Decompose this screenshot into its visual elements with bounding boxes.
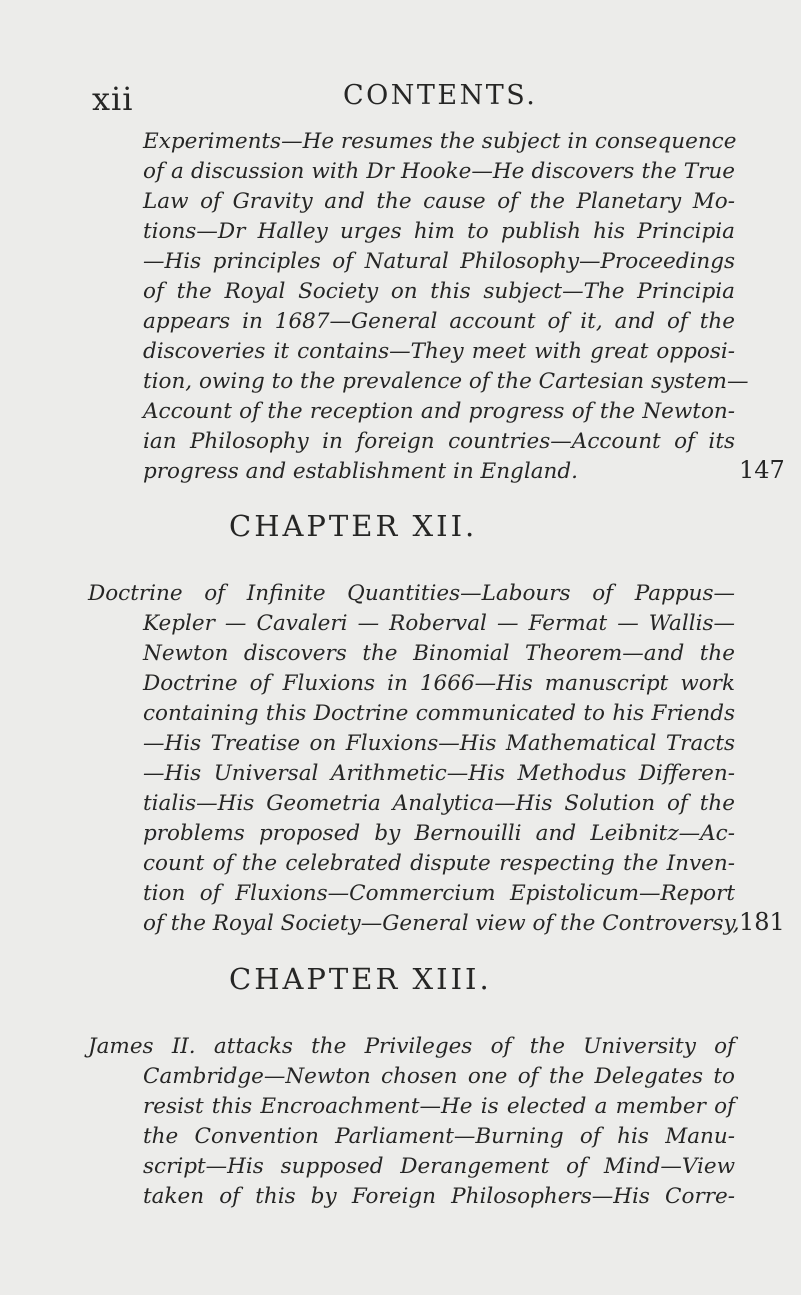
entry-line: James II. attacks the Privileges of the University of (88, 1034, 735, 1059)
entry-line: of the Royal Society on this subject—The Principia (143, 279, 735, 304)
entry-line: script—His supposed Derangement of Mind—View (143, 1154, 735, 1179)
entry-line: progress and establishment in England. (143, 459, 578, 484)
entry-line: the Convention Parliament—Burning of his Manu- (143, 1124, 735, 1149)
entry-line: Cambridge—Newton chosen one of the Delegates to (143, 1064, 735, 1089)
entry-line: Doctrine of Infinite Quantities—Labours of Pappus— (88, 581, 735, 606)
entry-line: tions—Dr Halley urges him to publish his Principia (143, 219, 735, 244)
entry-line: discoveries it contains—They meet with great opposi- (143, 339, 735, 364)
entry-line: problems proposed by Bernouilli and Leibnitz—Ac- (143, 821, 735, 846)
entry-line: tialis—His Geometria Analytica—His Solution of the (143, 791, 735, 816)
page-reference: 147 (739, 456, 785, 484)
page-header (80, 80, 780, 120)
folio-number: xii (92, 80, 134, 118)
entry-line: tion, owing to the prevalence of the Cartesian system— (143, 369, 749, 394)
entry-line: count of the celebrated dispute respecting the Inven- (143, 851, 735, 876)
chapter-heading: CHAPTER XIII. (229, 962, 492, 996)
entry-line: resist this Encroachment—He is elected a member of (143, 1094, 735, 1119)
entry-line: —His principles of Natural Philosophy—Proceedings (143, 249, 735, 274)
entry-line: appears in 1687—General account of it, and of the (143, 309, 735, 334)
entry-line: taken of this by Foreign Philosophers—His Corre- (143, 1184, 735, 1209)
entry-line: of the Royal Society—General view of the Controversy, (143, 911, 740, 936)
entry-line: Newton discovers the Binomial Theorem—and the (143, 641, 735, 666)
entry-line: containing this Doctrine communicated to his Friends (143, 701, 735, 726)
running-head: CONTENTS. (343, 80, 538, 111)
entry-line: —His Universal Arithmetic—His Methodus Differen- (143, 761, 735, 786)
entry-line: ian Philosophy in foreign countries—Account of its (143, 429, 735, 454)
entry-line: Account of the reception and progress of the Newton- (143, 399, 735, 424)
page-reference: 181 (739, 908, 785, 936)
entry-line: —His Treatise on Fluxions—His Mathematical Tracts (143, 731, 735, 756)
contents-entry (143, 127, 749, 487)
chapter-heading: CHAPTER XII. (229, 509, 478, 543)
entry-line: Kepler — Cavaleri — Roberval — Fermat — Wallis— (143, 611, 735, 636)
entry-line: Experiments—He resumes the subject in consequence (143, 129, 737, 154)
entry-line: Doctrine of Fluxions in 1666—His manuscript work (143, 671, 735, 696)
entry-line: tion of Fluxions—Commercium Epistolicum—Report (143, 881, 735, 906)
entry-line: of a discussion with Dr Hooke—He discovers the True (143, 159, 735, 184)
contents-entry (88, 579, 740, 939)
entry-line: Law of Gravity and the cause of the Planetary Mo- (143, 189, 735, 214)
contents-entry (88, 1032, 735, 1212)
